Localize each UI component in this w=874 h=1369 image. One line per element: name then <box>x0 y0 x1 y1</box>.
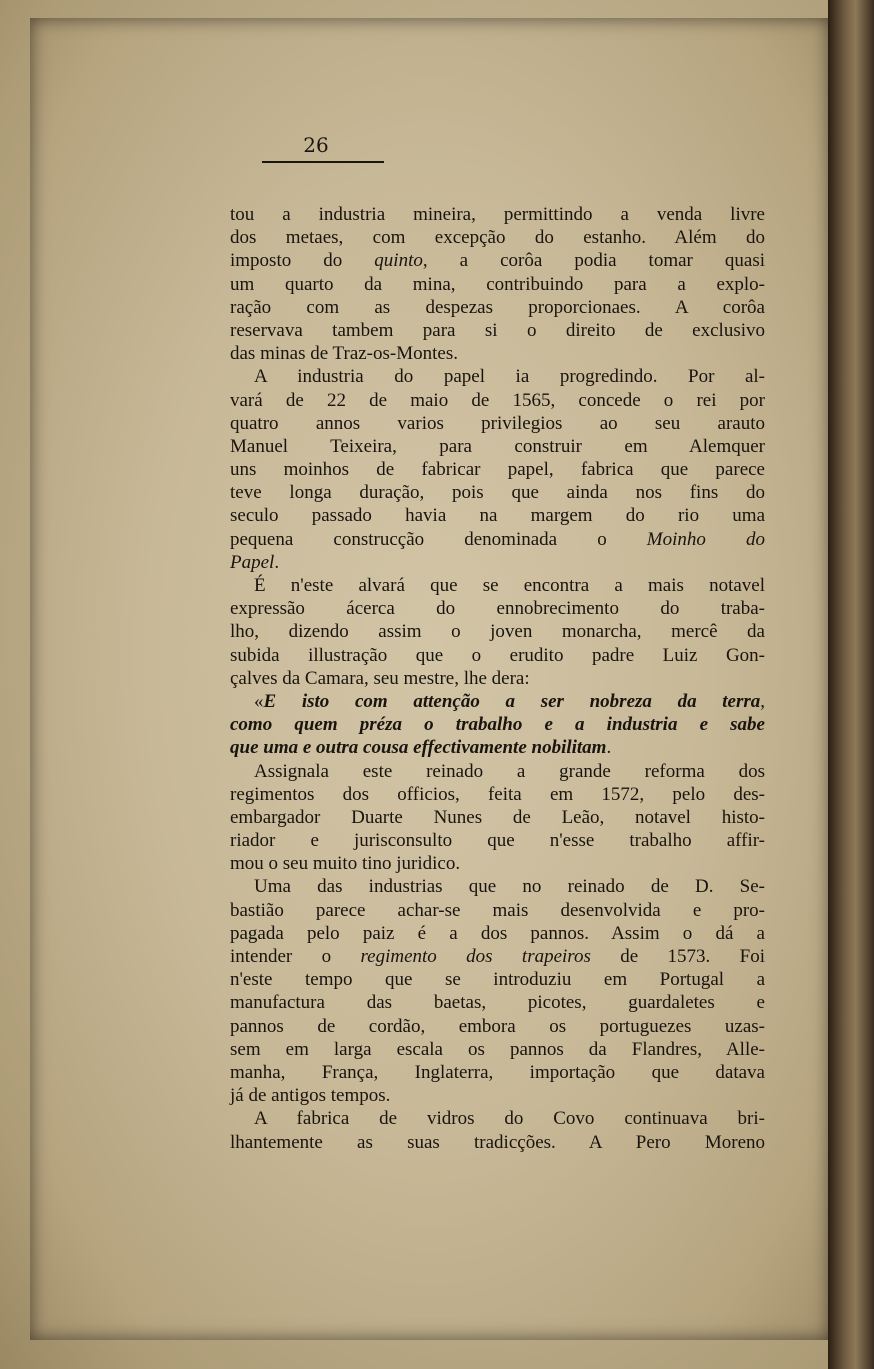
line-text: regimentos dos officios, feita em 1572, pelo des- <box>230 783 765 805</box>
text-line <box>230 597 765 620</box>
line-text: « <box>254 690 264 712</box>
text-line <box>230 504 765 527</box>
text-line <box>230 551 765 574</box>
page-number: 26 <box>303 133 329 157</box>
line-text: reservava tambem para si o direito de exclusivo <box>230 319 765 341</box>
text-line <box>230 389 765 412</box>
text-line <box>230 945 765 968</box>
text-line <box>230 667 765 690</box>
text-line <box>230 783 765 806</box>
line-text: expressão ácerca do ennobrecimento do traba- <box>230 598 765 620</box>
text-line <box>230 713 765 736</box>
text-line <box>230 829 765 852</box>
text-line <box>230 991 765 1014</box>
line-text: embargador Duarte Nunes de Leão, notavel histo- <box>230 806 765 828</box>
line-text: mou o seu muito tino juridico. <box>230 853 461 875</box>
text-line <box>230 968 765 991</box>
line-text: sem em larga escala os pannos da Flandres, Alle- <box>230 1038 765 1060</box>
line-text: de 1573. Foi <box>590 946 765 967</box>
text-line <box>230 806 765 829</box>
emphasis-text: quinto <box>374 250 423 272</box>
line-text: quatro annos varios privilegios ao seu arauto <box>230 412 765 434</box>
line-text: intender o <box>230 946 361 967</box>
line-text: Assignala este reinado a grande reforma dos <box>254 760 765 782</box>
text-line <box>230 1131 765 1154</box>
line-text: . <box>274 551 280 573</box>
text-line <box>230 875 765 898</box>
text-line <box>230 1038 765 1061</box>
text-line <box>230 1084 765 1107</box>
emphasis-text: Papel <box>230 551 275 573</box>
line-text: bastião parece achar-se mais desenvolvida e pro- <box>230 899 765 921</box>
text-line <box>230 319 765 342</box>
line-text: , <box>760 690 765 712</box>
text-line <box>230 852 765 875</box>
line-text: Manuel Teixeira, para construir em Alemquer <box>230 435 765 457</box>
text-line <box>230 203 765 226</box>
line-text: imposto do <box>230 250 375 272</box>
line-text: teve longa duração, pois que ainda nos fins do <box>230 482 765 504</box>
text-line <box>230 342 765 365</box>
line-text: n'este tempo que se introduziu em Portugal a <box>230 969 765 991</box>
emphasis-text: como quem préza o trabalho e a industria e sabe <box>230 714 765 736</box>
emphasis-text: E isto com attenção a ser nobreza da terra <box>263 690 761 712</box>
line-text: vará de 22 de maio de 1565, concede o rei por <box>230 389 765 411</box>
line-text: um quarto da mina, contribuindo para a explo- <box>230 273 765 295</box>
text-line <box>230 296 765 319</box>
line-text: . <box>606 737 612 759</box>
line-text: lho, dizendo assim o joven monarcha, mercê da <box>230 621 765 643</box>
line-text: A industria do papel ia progredindo. Por al- <box>254 366 765 388</box>
text-line <box>230 690 765 713</box>
text-line <box>230 574 765 597</box>
line-text: çalves da Camara, seu mestre, lhe dera: <box>230 667 530 689</box>
emphasis-text: que uma e outra cousa effectivamente nobilitam <box>230 737 607 759</box>
line-text: manufactura das baetas, picotes, guardaletes e <box>230 992 765 1014</box>
text-line <box>230 644 765 667</box>
text-line <box>230 1015 765 1038</box>
line-text: lhantemente as suas tradicções. A Pero Moreno <box>230 1131 765 1153</box>
text-line <box>230 435 765 458</box>
line-text: das minas de Traz-os-Montes. <box>230 343 458 365</box>
text-line <box>230 528 765 551</box>
text-line <box>230 226 765 249</box>
header-rule <box>262 161 384 163</box>
text-line <box>230 899 765 922</box>
text-line <box>230 412 765 435</box>
line-text: seculo passado havia na margem do rio uma <box>230 505 765 527</box>
line-text: pagada pelo paiz é a dos pannos. Assim o dá a <box>230 922 765 944</box>
line-text: uns moinhos de fabricar papel, fabrica que parece <box>230 459 765 481</box>
line-text: dos metaes, com excepção do estanho. Além do <box>230 227 765 249</box>
page-gutter <box>828 0 874 1369</box>
text-line <box>230 1107 765 1130</box>
text-line <box>230 620 765 643</box>
line-text: riador e jurisconsulto que n'esse trabalho affir- <box>230 830 765 852</box>
text-line <box>230 760 765 783</box>
emphasis-text: regimento dos trapeiros <box>360 946 591 967</box>
line-text: , a corôa podia tomar quasi <box>422 250 766 272</box>
body-text <box>230 203 765 1154</box>
line-text: ração com as despezas proporcionaes. A corôa <box>230 296 765 318</box>
text-line <box>230 1061 765 1084</box>
text-line <box>230 922 765 945</box>
line-text: Uma das industrias que no reinado de D. Se- <box>254 876 765 898</box>
text-line <box>230 273 765 296</box>
text-line <box>230 249 765 272</box>
line-text: É n'este alvará que se encontra a mais notavel <box>254 575 765 596</box>
line-text: manha, França, Inglaterra, importação que datava <box>230 1061 765 1083</box>
line-text: já de antigos tempos. <box>230 1085 391 1107</box>
text-line <box>230 365 765 388</box>
line-text: tou a industria mineira, permittindo a venda livre <box>230 204 765 225</box>
line-text: pannos de cordão, embora os portuguezes uzas- <box>230 1015 765 1037</box>
line-text: A fabrica de vidros do Covo continuava bri- <box>254 1108 765 1130</box>
line-text: subida illustração que o erudito padre Luiz Gon- <box>230 644 765 666</box>
line-text: pequena construcção denominada o <box>230 528 647 550</box>
text-line <box>230 458 765 481</box>
text-line <box>230 736 765 759</box>
emphasis-text: Moinho do <box>646 528 766 550</box>
text-line <box>230 481 765 504</box>
